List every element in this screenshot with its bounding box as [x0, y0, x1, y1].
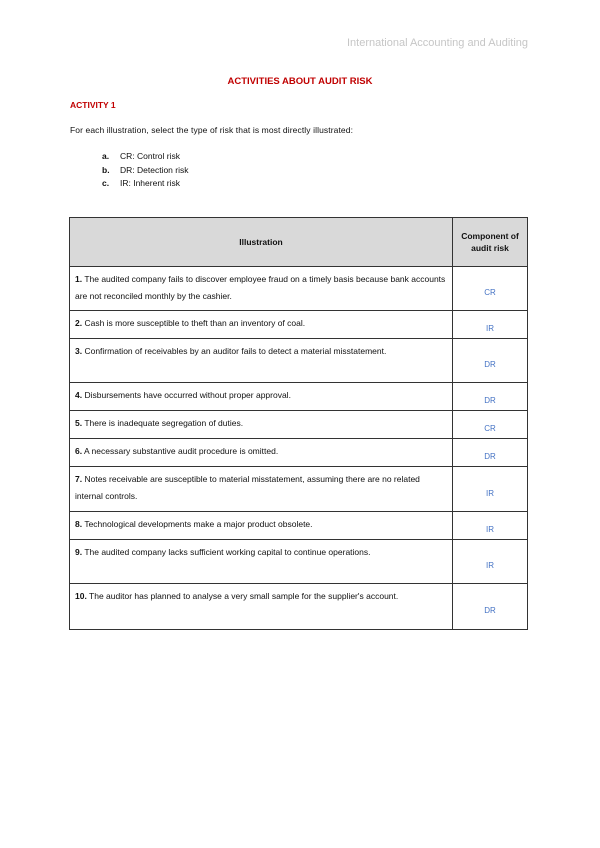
risk-answer: DR — [484, 606, 496, 615]
table-header-row — [70, 218, 528, 267]
illustration-text: A necessary substantive audit procedure is omitted. — [84, 446, 279, 456]
illustration-text: Disbursements have occurred without proper approval. — [84, 390, 291, 400]
risk-options-list — [102, 150, 189, 191]
option-letter: b. — [102, 164, 110, 175]
illustration-cell — [70, 540, 453, 584]
risk-answer: DR — [484, 360, 496, 369]
row-number: 9. — [75, 547, 83, 557]
option-text: DR: Detection risk — [120, 164, 189, 175]
illustration-cell — [70, 383, 453, 411]
risk-answer: DR — [484, 396, 496, 405]
table-row — [70, 439, 528, 467]
answer-cell — [453, 311, 528, 339]
illustration-column-header: Illustration — [70, 218, 453, 267]
component-column-header: Component of audit risk — [453, 218, 528, 267]
answer-cell — [453, 267, 528, 311]
answer-cell — [453, 584, 528, 630]
answer-cell — [453, 439, 528, 467]
row-number: 6. — [75, 446, 83, 456]
row-number: 2. — [75, 318, 83, 328]
risk-answer: CR — [484, 288, 496, 297]
risk-answer: IR — [486, 525, 494, 534]
illustration-cell — [70, 339, 453, 383]
table-row — [70, 540, 528, 584]
row-number: 5. — [75, 418, 83, 428]
risk-answer: IR — [486, 324, 494, 333]
risk-answer: DR — [484, 452, 496, 461]
illustration-text: The audited company lacks sufficient working capital to continue operations. — [84, 547, 371, 557]
document-title: ACTIVITIES ABOUT AUDIT RISK — [227, 76, 373, 87]
illustration-text: Notes receivable are susceptible to material misstatement, assuming there are no related internal controls. — [75, 474, 420, 501]
illustration-cell — [70, 411, 453, 439]
table-row — [70, 411, 528, 439]
answer-cell — [453, 540, 528, 584]
illustration-text: The audited company fails to discover employee fraud on a timely basis because bank accounts are not reconciled monthly by the cashier. — [75, 274, 446, 301]
running-header: International Accounting and Auditing — [346, 37, 528, 49]
row-number: 4. — [75, 390, 83, 400]
option-text: CR: Control risk — [120, 151, 180, 161]
illustration-text: Confirmation of receivables by an auditor fails to detect a material misstatement. — [84, 346, 387, 356]
answer-cell — [453, 512, 528, 540]
risk-option — [102, 150, 189, 164]
risk-answer: IR — [486, 488, 494, 498]
risk-option — [102, 177, 189, 191]
answer-cell — [453, 411, 528, 439]
row-number: 1. — [75, 274, 83, 284]
row-number: 3. — [75, 346, 83, 356]
table-row — [70, 267, 528, 311]
activity-heading: ACTIVITY 1 — [70, 100, 116, 110]
table-row — [70, 311, 528, 339]
illustration-cell — [70, 512, 453, 540]
audit-risk-table — [69, 217, 528, 630]
instructions-text: For each illustration, select the type of risk that is most directly illustrated: — [70, 125, 354, 135]
option-letter: c. — [102, 178, 110, 188]
risk-answer: CR — [484, 424, 496, 433]
risk-answer: IR — [486, 561, 494, 570]
option-letter: a. — [102, 151, 110, 161]
table-row — [70, 584, 528, 630]
table-row — [70, 383, 528, 411]
answer-cell — [453, 339, 528, 383]
row-number: 10. — [75, 591, 87, 601]
illustration-cell — [70, 584, 453, 630]
illustration-cell — [70, 439, 453, 467]
row-number: 8. — [75, 519, 83, 529]
illustration-text: The auditor has planned to analyse a very small sample for the supplier's account. — [89, 591, 399, 601]
illustration-text: Cash is more susceptible to theft than an inventory of coal. — [84, 318, 306, 328]
row-number: 7. — [75, 474, 83, 484]
answer-cell — [453, 467, 528, 512]
option-text: IR: Inherent risk — [120, 178, 180, 188]
table-row — [70, 512, 528, 540]
illustration-text: There is inadequate segregation of duties. — [84, 418, 244, 428]
illustration-text: Technological developments make a major product obsolete. — [84, 519, 313, 529]
answer-cell — [453, 383, 528, 411]
illustration-cell — [70, 467, 453, 512]
illustration-cell — [70, 311, 453, 339]
risk-option — [102, 164, 189, 178]
illustration-cell — [70, 267, 453, 311]
table-row — [70, 467, 528, 512]
table-row — [70, 339, 528, 383]
